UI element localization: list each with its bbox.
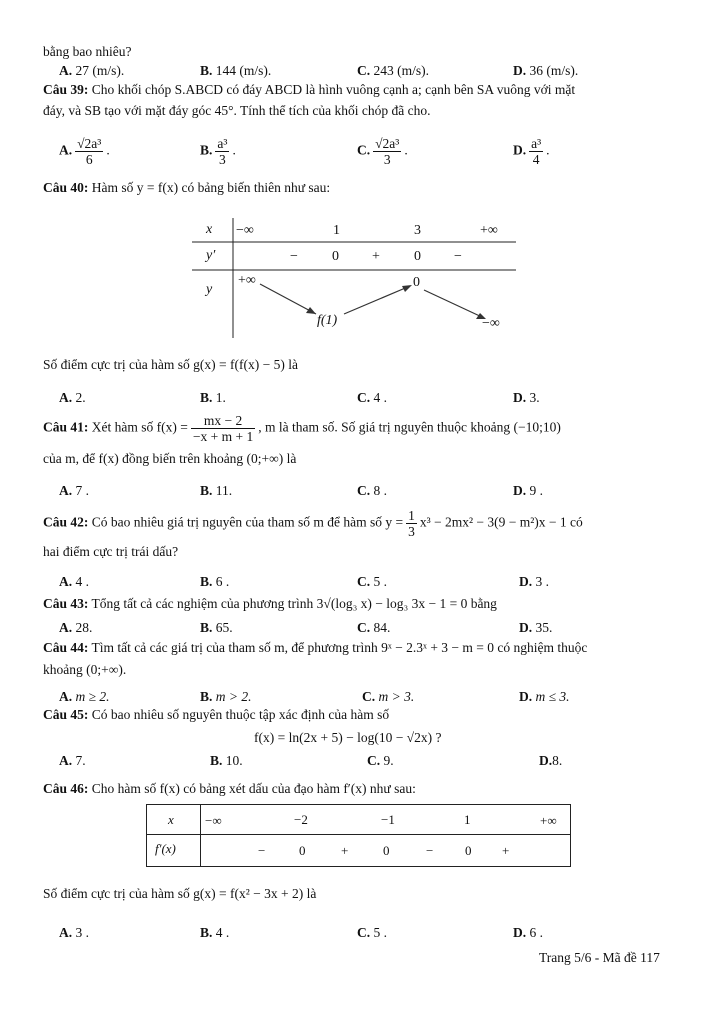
fraction: $\frac{mx - 2}{-x + m + 1}$ bbox=[192, 413, 254, 444]
q45-choice-d[interactable]: D.8. bbox=[539, 753, 563, 768]
q42-choice-c[interactable]: C. 5 . bbox=[357, 574, 387, 589]
yp-sign: − bbox=[454, 249, 462, 264]
fp-zero: 0 bbox=[465, 843, 472, 858]
q40-choice-a[interactable]: A. 2. bbox=[59, 390, 86, 405]
q41-choice-b[interactable]: B. 11. bbox=[200, 483, 233, 498]
q43-choice-a[interactable]: A. 28. bbox=[59, 620, 93, 635]
y-start: +∞ bbox=[238, 273, 256, 288]
fraction: $\frac{\text{a³}}{3}$ bbox=[217, 136, 228, 167]
q40-text: Câu 40: Hàm số y = f(x) có bảng biến thiên như sau: bbox=[43, 180, 331, 195]
y-max: 0 bbox=[413, 275, 420, 290]
q45-choice-a[interactable]: A. 7. bbox=[59, 753, 86, 768]
q38-choice-d[interactable]: D. 36 (m/s). bbox=[513, 63, 579, 78]
q44-choice-b[interactable]: B. m > 2. bbox=[200, 689, 252, 704]
fp-zero: 0 bbox=[299, 843, 306, 858]
fp-zero: 0 bbox=[383, 843, 390, 858]
yp-sign: − bbox=[290, 249, 298, 264]
q45-choice-c[interactable]: C. 9. bbox=[367, 753, 394, 768]
q46-question: Số điểm cực trị của hàm số g(x) = f(x² − 3x + 2) là bbox=[43, 886, 317, 901]
q43-text: Câu 43: Tổng tất cả các nghiệm của phương trình 3√(log₃ x) − log₃ 3x − 1 = 0 bằng bbox=[43, 596, 497, 611]
yp-zero: 0 bbox=[414, 249, 421, 264]
q43-choice-b[interactable]: B. 65. bbox=[200, 620, 233, 635]
fp-sign: + bbox=[341, 843, 349, 858]
q42-choice-a[interactable]: A. 4 . bbox=[59, 574, 89, 589]
q38-choice-c[interactable]: C. 243 (m/s). bbox=[357, 63, 429, 78]
question-38-tail: bằng bao nhiêu? bbox=[43, 44, 132, 59]
q41-line1: Câu 41: Xét hàm số f(x) = $\frac{mx - 2}{-x + m + 1}$ , m là tham số. Số giá trị nguyên thuộc khoảng (−10;10) bbox=[43, 413, 561, 444]
x-neg-inf: −∞ bbox=[205, 813, 222, 828]
q43-choice-c[interactable]: C. 84. bbox=[357, 620, 391, 635]
q46-choice-a[interactable]: A. 3 . bbox=[59, 925, 89, 940]
q39-line2: đáy, và SB tạo với mặt đáy góc 45°. Tính thể tích của khối chóp đã cho. bbox=[43, 103, 431, 118]
q41-line2: của m, để f(x) đồng biến trên khoảng (0;+∞) là bbox=[43, 451, 297, 466]
yp-zero: 0 bbox=[332, 249, 339, 264]
q39-choice-a[interactable]: A. $\frac{\text{√2a³}}{6}$ . bbox=[59, 136, 110, 167]
yp-label: y′ bbox=[206, 248, 216, 263]
q39-choice-d[interactable]: D. $\frac{\text{a³}}{4}$ . bbox=[513, 136, 550, 167]
x-neg-2: −2 bbox=[294, 812, 308, 827]
q44-line1: Câu 44: Tìm tất cả các giá trị của tham số m, để phương trình 9ˣ − 2.3ˣ + 3 − m = 0 có nghiệm thuộc bbox=[43, 640, 588, 655]
fraction: $\frac{\text{√2a³}}{6}$ bbox=[77, 136, 102, 167]
q46-choice-d[interactable]: D. 6 . bbox=[513, 925, 543, 940]
q42-choice-d[interactable]: D. 3 . bbox=[519, 574, 549, 589]
q42-line1: Câu 42: Có bao nhiêu giá trị nguyên của tham số m để hàm số y = $\frac{1}{3}$ x³ − 2mx² − 3(9 − m²)x − 1 có bbox=[43, 508, 583, 539]
q38-choice-a[interactable]: A. 27 (m/s). bbox=[59, 63, 125, 78]
fp-sign: − bbox=[258, 843, 266, 858]
q39-choice-b[interactable]: B. $\frac{\text{a³}}{3}$ . bbox=[200, 136, 236, 167]
fraction: $\frac{\text{√2a³}}{3}$ bbox=[375, 136, 400, 167]
yp-sign: + bbox=[372, 249, 380, 264]
q41-choice-c[interactable]: C. 8 . bbox=[357, 483, 387, 498]
x-1: 1 bbox=[464, 812, 471, 827]
q46-text: Câu 46: Cho hàm số f(x) có bảng xét dấu của đạo hàm f′(x) như sau: bbox=[43, 781, 416, 796]
fraction: $\frac{1}{3}$ bbox=[408, 508, 415, 539]
q44-choice-c[interactable]: C. m > 3. bbox=[362, 689, 415, 704]
q40-choice-d[interactable]: D. 3. bbox=[513, 390, 540, 405]
q44-choice-a[interactable]: A. m ≥ 2. bbox=[59, 689, 110, 704]
q42-line2: hai điểm cực trị trái dấu? bbox=[43, 544, 179, 559]
fp-sign: − bbox=[426, 843, 434, 858]
q39-choice-c[interactable]: C. $\frac{\text{√2a³}}{3}$ . bbox=[357, 136, 408, 167]
q44-choice-d[interactable]: D. m ≤ 3. bbox=[519, 689, 570, 704]
q45-choice-b[interactable]: B. 10. bbox=[210, 753, 243, 768]
q40-question: Số điểm cực trị của hàm số g(x) = f(f(x) − 5) là bbox=[43, 357, 298, 372]
q46-choice-c[interactable]: C. 5 . bbox=[357, 925, 387, 940]
q42-choice-b[interactable]: B. 6 . bbox=[200, 574, 230, 589]
q40-choice-b[interactable]: B. 1. bbox=[200, 390, 226, 405]
x-neg-1: −1 bbox=[381, 812, 395, 827]
q45-line1: Câu 45: Có bao nhiêu số nguyên thuộc tập xác định của hàm số bbox=[43, 707, 390, 722]
y-min: f(1) bbox=[317, 313, 338, 328]
sign-table bbox=[146, 804, 571, 867]
variation-table bbox=[192, 218, 516, 338]
q38-choice-b[interactable]: B. 144 (m/s). bbox=[200, 63, 272, 78]
x-1: 1 bbox=[333, 223, 340, 238]
q44-line2: khoảng (0;+∞). bbox=[43, 662, 127, 677]
q40-choice-c[interactable]: C. 4 . bbox=[357, 390, 387, 405]
q43-choice-d[interactable]: D. 35. bbox=[519, 620, 553, 635]
x-pos-inf: +∞ bbox=[480, 223, 498, 238]
q41-choice-d[interactable]: D. 9 . bbox=[513, 483, 543, 498]
x-3: 3 bbox=[414, 223, 421, 238]
q41-choice-a[interactable]: A. 7 . bbox=[59, 483, 89, 498]
y-end: −∞ bbox=[482, 316, 500, 331]
x-pos-inf: +∞ bbox=[540, 813, 557, 828]
fp-sign: + bbox=[502, 843, 510, 858]
q39-line1: Câu 39: Cho khối chóp S.ABCD có đáy ABCD là hình vuông cạnh a; cạnh bên SA vuông với mặt bbox=[43, 82, 576, 97]
x-label: x bbox=[206, 222, 213, 237]
page-footer: Trang 5/6 - Mã đề 117 bbox=[539, 950, 660, 965]
q46-choice-b[interactable]: B. 4 . bbox=[200, 925, 230, 940]
y-label: y bbox=[206, 282, 213, 297]
q45-formula: f(x) = ln(2x + 5) − log(10 − √2x) ? bbox=[254, 730, 442, 745]
x-neg-inf: −∞ bbox=[236, 223, 254, 238]
x-label: x bbox=[168, 812, 174, 827]
fraction: $\frac{\text{a³}}{4}$ bbox=[531, 136, 542, 167]
fp-label: f′(x) bbox=[155, 841, 176, 856]
